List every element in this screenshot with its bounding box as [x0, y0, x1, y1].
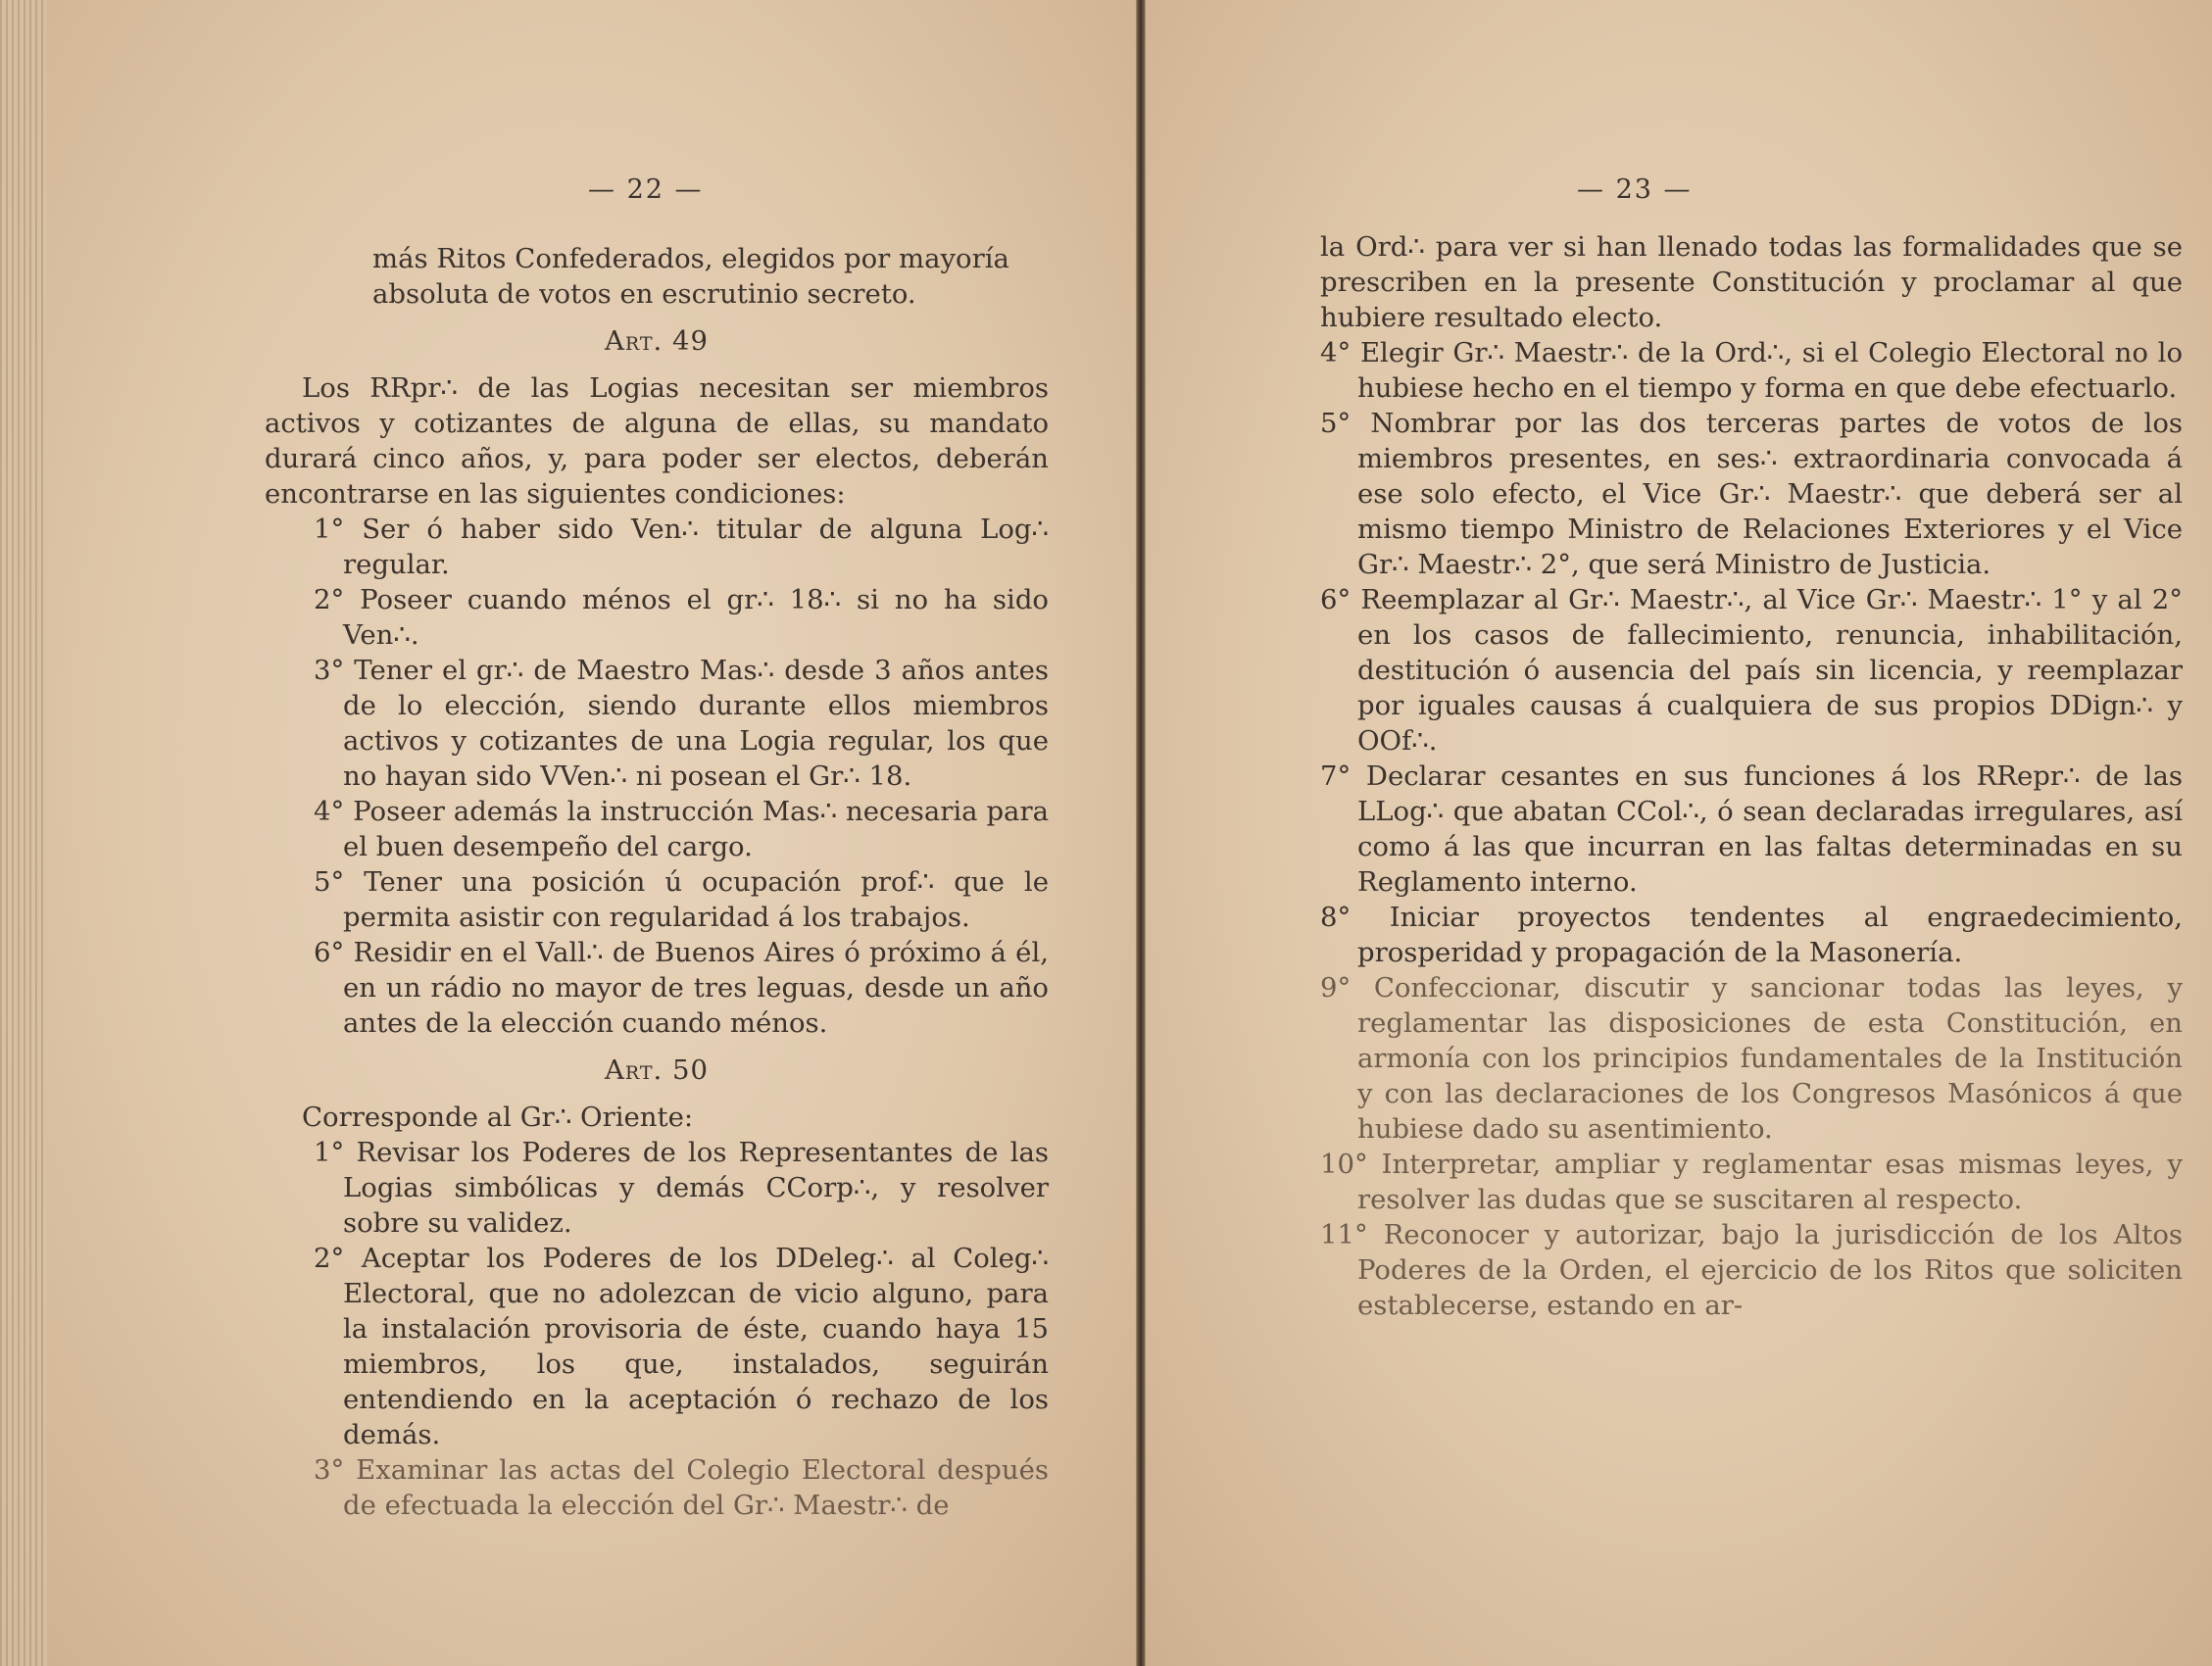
left-page-body — [265, 241, 1049, 1523]
article-heading — [265, 323, 1049, 359]
list-item: 4° Elegir Gr∴ Maestr∴ de la Ord∴, si el Colegio Electoral no lo hubiese hecho en el tiempo y forma en que debe efectuarlo. — [1320, 337, 2183, 404]
list-item: 8° Iniciar proyectos tendentes al engraedecimiento, prosperidad y propagación de la Masonería. — [1320, 902, 2183, 968]
list-item: 3° Tener el gr∴ de Maestro Mas∴ desde 3 años antes de lo elección, siendo durante ellos miembros activos y cotizantes de una Logia regular, los que no hayan sido VVen∴ ni posean el Gr∴ 18. — [314, 655, 1049, 792]
continuation-line: más Ritos Confederados, elegidos por mayoría — [372, 243, 1009, 274]
article-heading — [265, 1053, 1049, 1088]
list-item: 3° Examinar las actas del Colegio Electoral después de efectuada la elección del Gr∴ Maestr∴ de — [314, 1454, 1049, 1521]
list-item: 4° Poseer además la instrucción Mas∴ necesaria para el buen desempeño del cargo. — [314, 796, 1049, 862]
list-item: 1° Revisar los Poderes de los Representantes de las Logias simbólicas y demás CCorp∴, y resolver sobre su validez. — [314, 1137, 1049, 1239]
right-page — [1145, 0, 2212, 1666]
list-item: 5° Nombrar por las dos terceras partes de votos de los miembros presentes, en ses∴ extraordinaria convocada á ese solo efecto, el Vice Gr∴ Maestr∴ que deberá ser al mismo tiempo Ministro de Relaciones Exteriores y el Vice Gr∴ Maestr∴ 2°, que será Ministro de Justicia. — [1320, 408, 2183, 580]
continuation-line: absoluta de votos en escrutinio secreto. — [372, 278, 916, 310]
list-item: 5° Tener una posición ú ocupación prof∴ que le permita asistir con regularidad á los trabajos. — [314, 866, 1049, 933]
book-gutter — [1137, 0, 1145, 1666]
article-paragraph: Corresponde al Gr∴ Oriente: — [302, 1102, 694, 1133]
article-label: Art. 49 — [605, 325, 709, 357]
list-item: 10° Interpretar, ampliar y reglamentar esas mismas leyes, y resolver las dudas que se suscitaren al respecto. — [1320, 1149, 2183, 1215]
list-item: 7° Declarar cesantes en sus funciones á los RRepr∴ de las LLog∴ que abatan CCol∴, ó sean declaradas irregulares, así como á las que incurran en las faltas determinadas en su Reglamento interno. — [1320, 760, 2183, 898]
continuation-paragraph: la Ord∴ para ver si han llenado todas las formalidades que se prescriben en la presente Constitución y proclamar al que hubiere resultado electo. — [1320, 231, 2183, 333]
article-label: Art. 50 — [605, 1054, 709, 1086]
list-item: 9° Confeccionar, discutir y sancionar todas las leyes, y reglamentar las disposiciones de esta Constitución, en armonía con los principios fundamentales de la Institución y con las declaraciones de los Congresos Masónicos á que hubiese dado su asentimiento. — [1320, 972, 2183, 1145]
right-page-body — [1320, 229, 2183, 1323]
list-item: 1° Ser ó haber sido Ven∴ titular de alguna Log∴ regular. — [314, 514, 1049, 580]
page-number: — 23 — — [1577, 174, 1693, 205]
article-paragraph: Los RRpr∴ de las Logias necesitan ser miembros activos y cotizantes de alguna de ellas, su mandato durará cinco años, y, para poder ser electos, deberán encontrarse en las siguientes condiciones: — [265, 372, 1049, 510]
list-item: 11° Reconocer y autorizar, bajo la jurisdicción de los Altos Poderes de la Orden, el ejercicio de los Ritos que soliciten establecerse, estando en ar- — [1320, 1219, 2183, 1321]
list-item: 2° Aceptar los Poderes de los DDeleg∴ al Coleg∴ Electoral, que no adolezcan de vicio alguno, para la instalación provisoria de éste, cuando haya 15 miembros, los que, instalados, seguirán entendiendo en la aceptación ó rechazo de los demás. — [314, 1243, 1049, 1450]
list-item: 6° Residir en el Vall∴ de Buenos Aires ó próximo á él, en un rádio no mayor de tres leguas, desde un año antes de la elección cuando ménos. — [314, 937, 1049, 1039]
list-item: 2° Poseer cuando ménos el gr∴ 18∴ si no ha sido Ven∴. — [314, 584, 1049, 651]
list-item: 6° Reemplazar al Gr∴ Maestr∴, al Vice Gr∴ Maestr∴ 1° y al 2° en los casos de fallecimiento, renuncia, inhabilitación, destitución ó ausencia del país sin licencia, y reemplazar por iguales causas á cualquiera de sus propios DDign∴ y OOf∴. — [1320, 584, 2183, 757]
page-number: — 22 — — [588, 174, 704, 205]
